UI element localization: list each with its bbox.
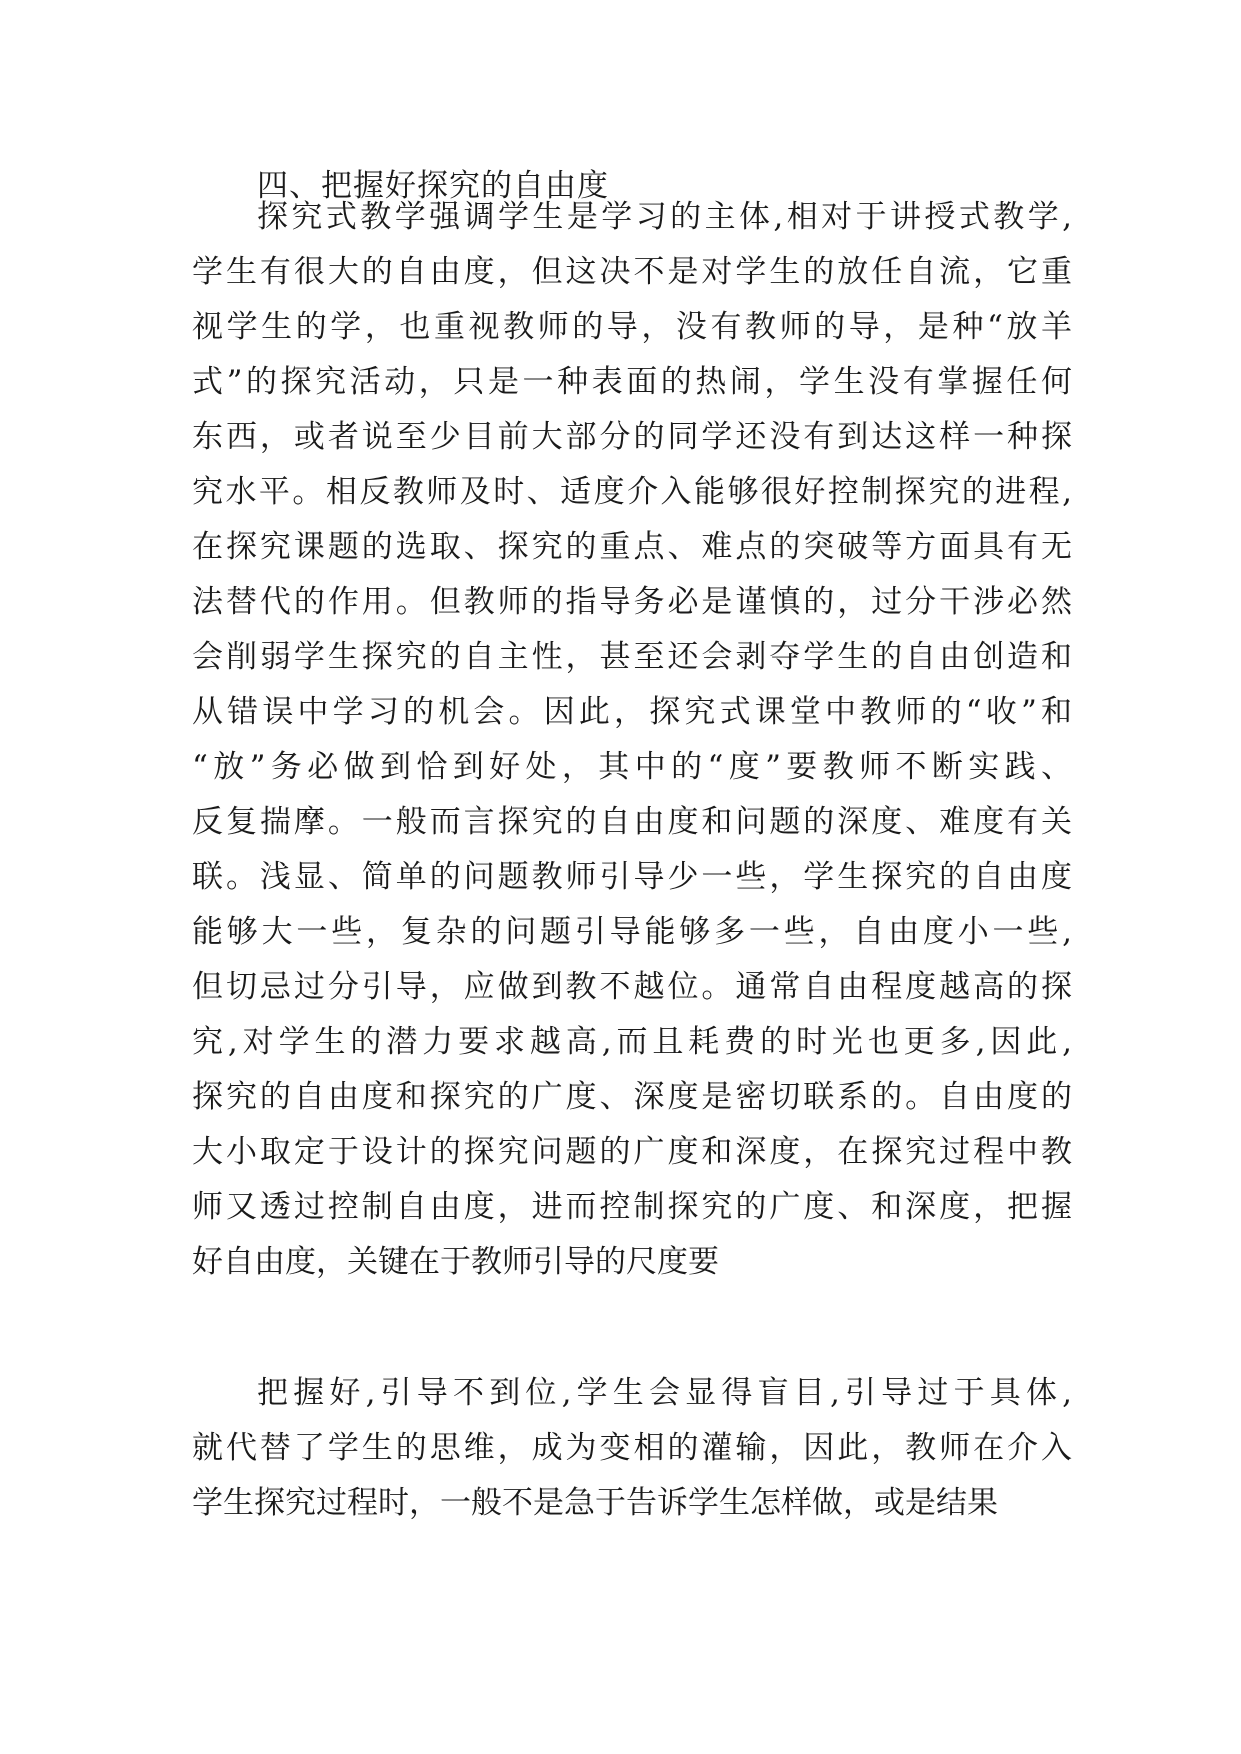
text-line: 但切忌过分引导，应做到教不越位。通常自由程度越高的探: [192, 969, 1072, 1005]
paragraph-1: [192, 190, 1072, 1290]
text-line: 究,对学生的潜力要求越高,而且耗费的时光也更多,因此,: [192, 1024, 1072, 1060]
text-line: 究水平。相反教师及时、适度介入能够很好控制探究的进程,: [192, 474, 1072, 510]
text-line: 大小取定于设计的探究问题的广度和深度，在探究过程中教: [192, 1134, 1072, 1170]
text-line: 就代替了学生的思维，成为变相的灌输，因此，教师在介入: [192, 1430, 1072, 1466]
text-line: 探究的自由度和探究的广度、深度是密切联系的。自由度的: [192, 1079, 1072, 1115]
text-line: 师又透过控制自由度，进而控制探究的广度、和深度，把握: [192, 1189, 1072, 1225]
text-line: 在探究课题的选取、探究的重点、难点的突破等方面具有无: [192, 529, 1072, 565]
text-line: 法替代的作用。但教师的指导务必是谨慎的，过分干涉必然: [192, 584, 1072, 620]
text-line: 联。浅显、简单的问题教师引导少一些，学生探究的自由度: [192, 859, 1072, 895]
text-line: 会削弱学生探究的自主性，甚至还会剥夺学生的自由创造和: [192, 639, 1072, 675]
text-line: 把握好,引导不到位,学生会显得盲目,引导过于具体,: [257, 1375, 1072, 1411]
text-line: 能够大一些，复杂的问题引导能够多一些，自由度小一些,: [192, 914, 1072, 950]
text-line: 反复揣摩。一般而言探究的自由度和问题的深度、难度有关: [192, 804, 1072, 840]
text-line: 东西，或者说至少目前大部分的同学还没有到达这样一种探: [192, 419, 1072, 455]
text-line: 好自由度，关键在于教师引导的尺度要: [192, 1244, 719, 1280]
text-line: 式”的探究活动，只是一种表面的热闹，学生没有掌握任何: [192, 364, 1072, 400]
text-line: 探究式教学强调学生是学习的主体,相对于讲授式教学,: [257, 199, 1072, 235]
text-line: 学生探究过程时，一般不是急于告诉学生怎样做，或是结果: [192, 1485, 998, 1521]
section-heading: 四、把握好探究的自由度: [257, 168, 609, 204]
paragraph-2: [192, 1366, 1072, 1531]
text-line: 视学生的学，也重视教师的导，没有教师的导，是种“放羊: [192, 309, 1072, 345]
text-line: 从错误中学习的机会。因此，探究式课堂中教师的“收”和: [192, 694, 1072, 730]
text-line: 学生有很大的自由度，但这决不是对学生的放任自流，它重: [192, 254, 1072, 290]
text-line: “放”务必做到恰到好处，其中的“度”要教师不断实践、: [192, 749, 1072, 785]
